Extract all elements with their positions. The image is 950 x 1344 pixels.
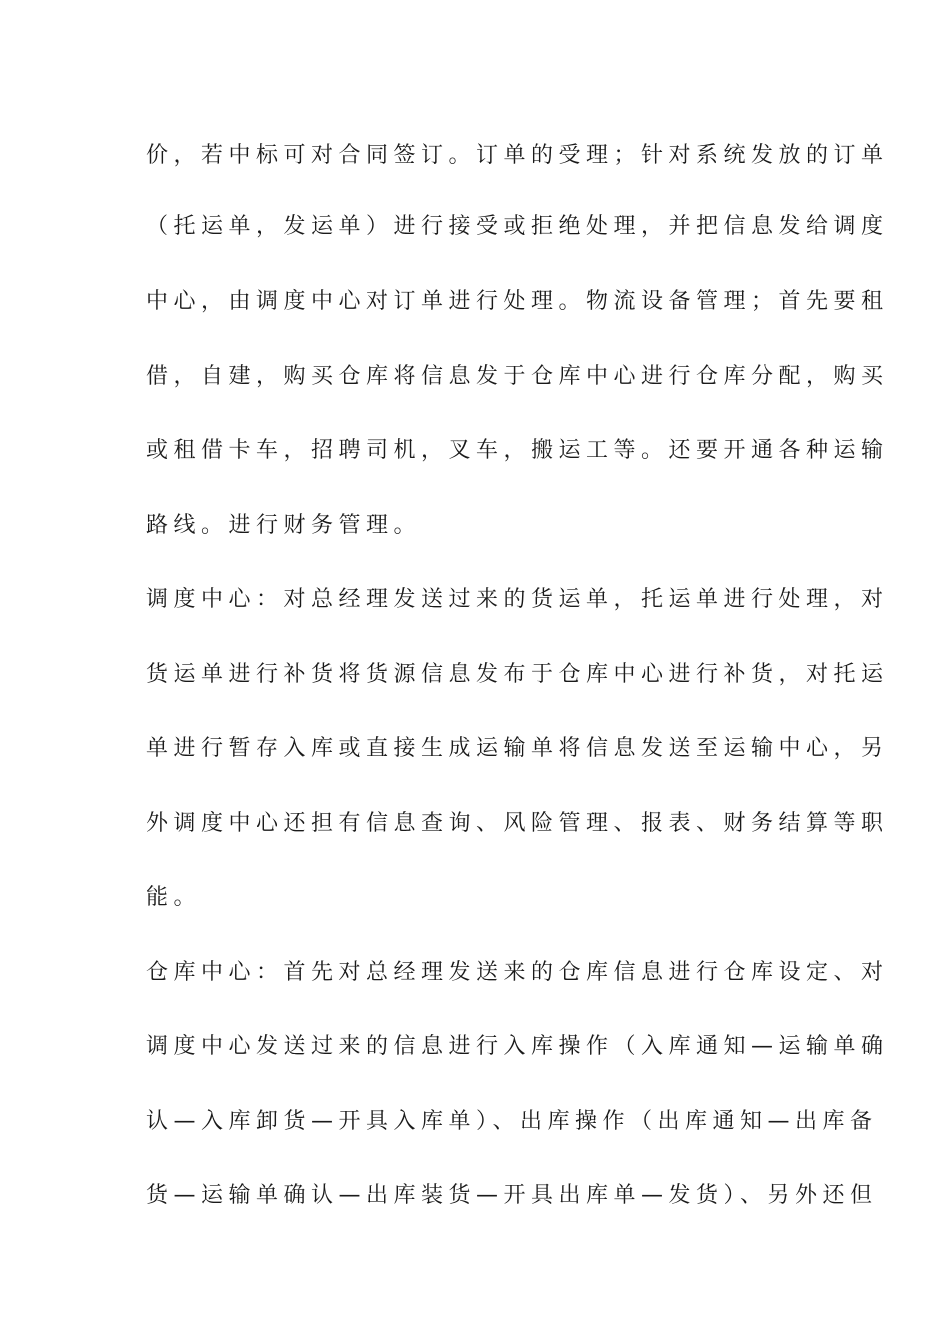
text-line: （托运单，发运单）进行接受或拒绝处理，并把信息发给调度 <box>146 214 889 239</box>
text-line: 认—入库卸货—开具入库单）、出库操作（出库通知—出库备 <box>146 1109 878 1134</box>
text-line: 单进行暂存入库或直接生成运输单将信息发送至运输中心，另 <box>146 736 889 761</box>
text-line: 能。 <box>146 885 202 910</box>
text-line: 路线。进行财务管理。 <box>146 513 422 538</box>
text-line: 调度中心发送过来的信息进行入库操作（入库通知—运输单确 <box>146 1034 889 1059</box>
text-line: 仓库中心：首先对总经理发送来的仓库信息进行仓库设定、对 <box>146 960 889 985</box>
text-line: 货运单进行补货将货源信息发布于仓库中心进行补货，对托运 <box>146 662 889 687</box>
text-line: 或租借卡车，招聘司机，叉车，搬运工等。还要开通各种运输 <box>146 438 889 463</box>
text-line: 货—运输单确认—出库装货—开具出库单—发货）、另外还但 <box>146 1183 878 1208</box>
text-line: 价，若中标可对合同签订。订单的受理；针对系统发放的订单 <box>146 143 889 168</box>
text-line: 调度中心：对总经理发送过来的货运单，托运单进行处理，对 <box>146 587 889 612</box>
text-line: 借，自建，购买仓库将信息发于仓库中心进行仓库分配，购买 <box>146 364 889 389</box>
text-line: 中心，由调度中心对订单进行处理。物流设备管理；首先要租 <box>146 289 889 314</box>
text-line: 外调度中心还担有信息查询、风险管理、报表、财务结算等职 <box>146 811 889 836</box>
